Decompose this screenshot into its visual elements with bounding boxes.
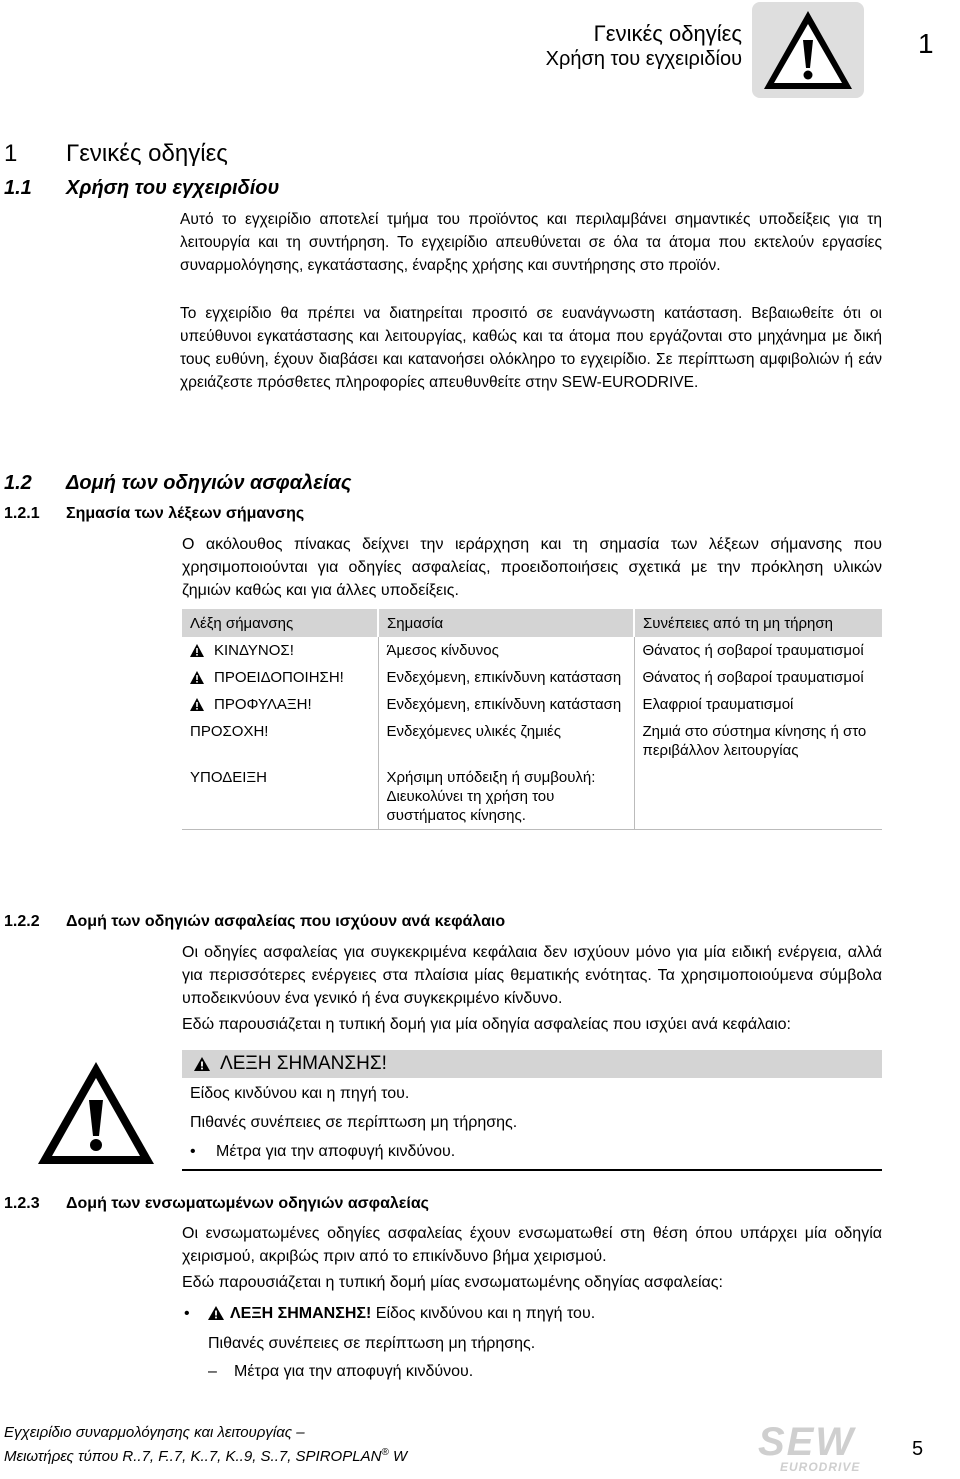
paragraph: Αυτό το εγχειρίδιο αποτελεί τμήμα του προϊόντος και περιλαμβάνει σημαντικές υποδείξεις για τη λειτουργία και τη συντήρηση. Το εγχειρίδιο απευθύνεται σε όλα τα άτομα που εκτελούν εργασίες συναρμολόγησης, εγκατάστασης, έναρξης χρήσης και συντήρησης στο προϊόν. <box>180 211 882 274</box>
signal-word: ΛΕΞΗ ΣΗΜΑΝΣΗΣ! <box>220 1053 387 1074</box>
signal-word: ΠΡΟΕΙΔΟΠΟΙΗΣΗ! <box>214 669 344 686</box>
warning-triangle-icon <box>190 698 204 711</box>
section-title: Χρήση του εγχειριδίου <box>66 177 280 199</box>
section-number: 1.2.3 <box>4 1195 40 1212</box>
section-number: 1.2 <box>4 472 32 494</box>
signal-word: ΥΠΟΔΕΙΞΗ <box>182 764 378 830</box>
header-warning-box <box>752 2 864 98</box>
hazard-text: Είδος κινδύνου και η πηγή του. <box>371 1305 596 1322</box>
warning-triangle-icon <box>190 644 204 657</box>
chapter-safety-note <box>182 1050 882 1171</box>
consequence: Θάνατος ή σοβαροί τραυματισμοί <box>642 669 864 686</box>
warning-triangle-icon <box>208 1306 224 1320</box>
signal-word: ΠΡΟΣΟΧΗ! <box>182 718 378 764</box>
warning-icon <box>760 6 856 94</box>
dash: – <box>208 1363 217 1380</box>
table-header: Συνέπειες από τη μη τήρηση <box>634 609 882 637</box>
section-number: 1.2.1 <box>4 505 40 522</box>
signal-word-table <box>182 609 882 830</box>
table-row <box>182 764 882 830</box>
large-warning-icon <box>36 1060 156 1168</box>
section-number: 1 <box>4 140 18 167</box>
warning-triangle-icon <box>194 1057 210 1071</box>
signal-word: ΛΕΞΗ ΣΗΜΑΝΣΗΣ! <box>230 1305 372 1322</box>
bullet: • <box>184 1305 190 1322</box>
consequence-text: Πιθανές συνέπειες σε περίπτωση μη τήρησης. <box>208 1335 536 1352</box>
paragraph: Οι ενσωματωμένες οδηγίες ασφαλείας έχουν ενσωματωθεί στη θέση όπου υπάρχει μία οδηγία χειρισμού, ακριβώς πριν από το επικίνδυνο βήμα χειρισμού. <box>182 1225 882 1265</box>
consequence: Θάνατος ή σοβαροί τραυματισμοί <box>642 642 864 659</box>
meaning: Ενδεχόμενες υλικές ζημιές <box>378 718 634 764</box>
header-subtitle: Χρήση του εγχειριδίου <box>545 48 742 70</box>
measure-text: Μέτρα για την αποφυγή κινδύνου. <box>234 1363 474 1380</box>
section-title: Δομή των ενσωματωμένων οδηγιών ασφαλείας <box>66 1195 429 1212</box>
signal-word: ΠΡΟΦΥΛΑΞΗ! <box>214 696 312 713</box>
meaning: Άμεσος κίνδυνος <box>378 637 634 664</box>
paragraph: Εδώ παρουσιάζεται η τυπική δομή για μία οδηγία ασφαλείας που ισχύει ανά κεφάλαιο: <box>182 1016 791 1033</box>
header-title: Γενικές οδηγίες <box>593 21 742 46</box>
signal-word: ΚΙΝΔΥΝΟΣ! <box>214 642 294 659</box>
table-row <box>182 664 882 691</box>
consequence-text: Πιθανές συνέπειες σε περίπτωση μη τήρησης. <box>190 1114 518 1131</box>
section-title: Σημασία των λέξεων σήμανσης <box>66 505 305 522</box>
paragraph: Ο ακόλουθος πίνακας δείχνει την ιεράρχηση και τη σημασία των λέξεων σήμανσης που χρησιμοποιούνται για οδηγίες ασφαλείας, προειδοποιήσεις σχετικά με την πρόκληση υλικών ζημιών καθώς και για άλλες υποδείξεις. <box>182 536 882 599</box>
paragraph: Το εγχειρίδιο θα πρέπει να διατηρείται προσιτό σε ευανάγνωστη κατάσταση. Βεβαιωθείτε ότι οι υπεύθυνοι εγκατάστασης και λειτουργίας, καθώς και τα άτομα που εργάζονται στο μηχάνημα με δική τους ευθύνη, έχουν διαβάσει και κατανοήσει ολόκληρο το εγχειρίδιο. Σε περίπτωση αμφιβολιών ή εάν χρειάζεστε πρόσθετες πληροφορίες απευθυνθείτε στην SEW-EURODRIVE. <box>180 305 882 391</box>
logo-text: SEW <box>758 1420 856 1464</box>
divider <box>182 1163 882 1171</box>
measure-row <box>208 1360 473 1383</box>
logo-subtext: EURODRIVE <box>780 1460 861 1474</box>
meaning: Ενδεχόμενη, επικίνδυνη κατάσταση <box>378 691 634 718</box>
meaning: Ενδεχόμενη, επικίνδυνη κατάσταση <box>378 664 634 691</box>
hazard-text: Είδος κινδύνου και η πηγή του. <box>190 1085 410 1102</box>
table-row <box>182 637 882 664</box>
table-header: Λέξη σήμανσης <box>182 609 378 637</box>
consequence: Ελαφριοί τραυματισμοί <box>642 696 794 713</box>
section-number: 1.2.2 <box>4 913 40 930</box>
table-row <box>182 718 882 764</box>
registered-mark: ® <box>381 1447 389 1458</box>
measure-text: Μέτρα για την αποφυγή κινδύνου. <box>216 1143 456 1160</box>
consequence <box>634 764 882 830</box>
chapter-number: 1 <box>918 28 934 59</box>
sew-eurodrive-logo <box>752 1420 882 1476</box>
table-header: Σημασία <box>378 609 634 637</box>
paragraph: Εδώ παρουσιάζεται η τυπική δομή μίας ενσωματωμένης οδηγίας ασφαλείας: <box>182 1274 723 1291</box>
warning-triangle-icon <box>190 671 204 684</box>
embedded-safety-note <box>184 1302 595 1325</box>
meaning: Χρήσιμη υπόδειξη ή συμβουλή: Διευκολύνει τη χρήση του συστήματος κίνησης. <box>378 764 634 830</box>
footer-product-line: Μειωτήρες τύπου R..7, F..7, K..7, K..9, S..7, SPIROPLAN® W <box>4 1447 408 1465</box>
page-number: 5 <box>912 1438 924 1460</box>
section-title: Δομή των οδηγιών ασφαλείας <box>66 472 352 494</box>
page-header <box>0 0 960 100</box>
table-row <box>182 691 882 718</box>
table-header-row <box>182 609 882 637</box>
section-title: Γενικές οδηγίες <box>66 140 228 167</box>
footer-doc-title: Εγχειρίδιο συναρμολόγησης και λειτουργίας – <box>4 1424 305 1441</box>
section-title: Δομή των οδηγιών ασφαλείας που ισχύουν ανά κεφάλαιο <box>66 913 506 930</box>
section-number: 1.1 <box>4 177 32 199</box>
page-footer <box>0 1420 960 1479</box>
bullet: • <box>190 1143 196 1160</box>
paragraph: Οι οδηγίες ασφαλείας για συγκεκριμένα κεφάλαια δεν ισχύουν μόνο για μία ειδική ενέργεια, αλλά για περισσότερες ενέργειες στα πλαίσια μίας θεματικής ενότητας. Τα χρησιμοποιούμενα σύμβολα υποδεικνύουν ένα γενικό ή ένα συγκεκριμένο κίνδυνο. <box>182 944 882 1007</box>
consequence: Ζημιά στο σύστημα κίνησης ή στο περιβάλλον λειτουργίας <box>642 723 867 759</box>
